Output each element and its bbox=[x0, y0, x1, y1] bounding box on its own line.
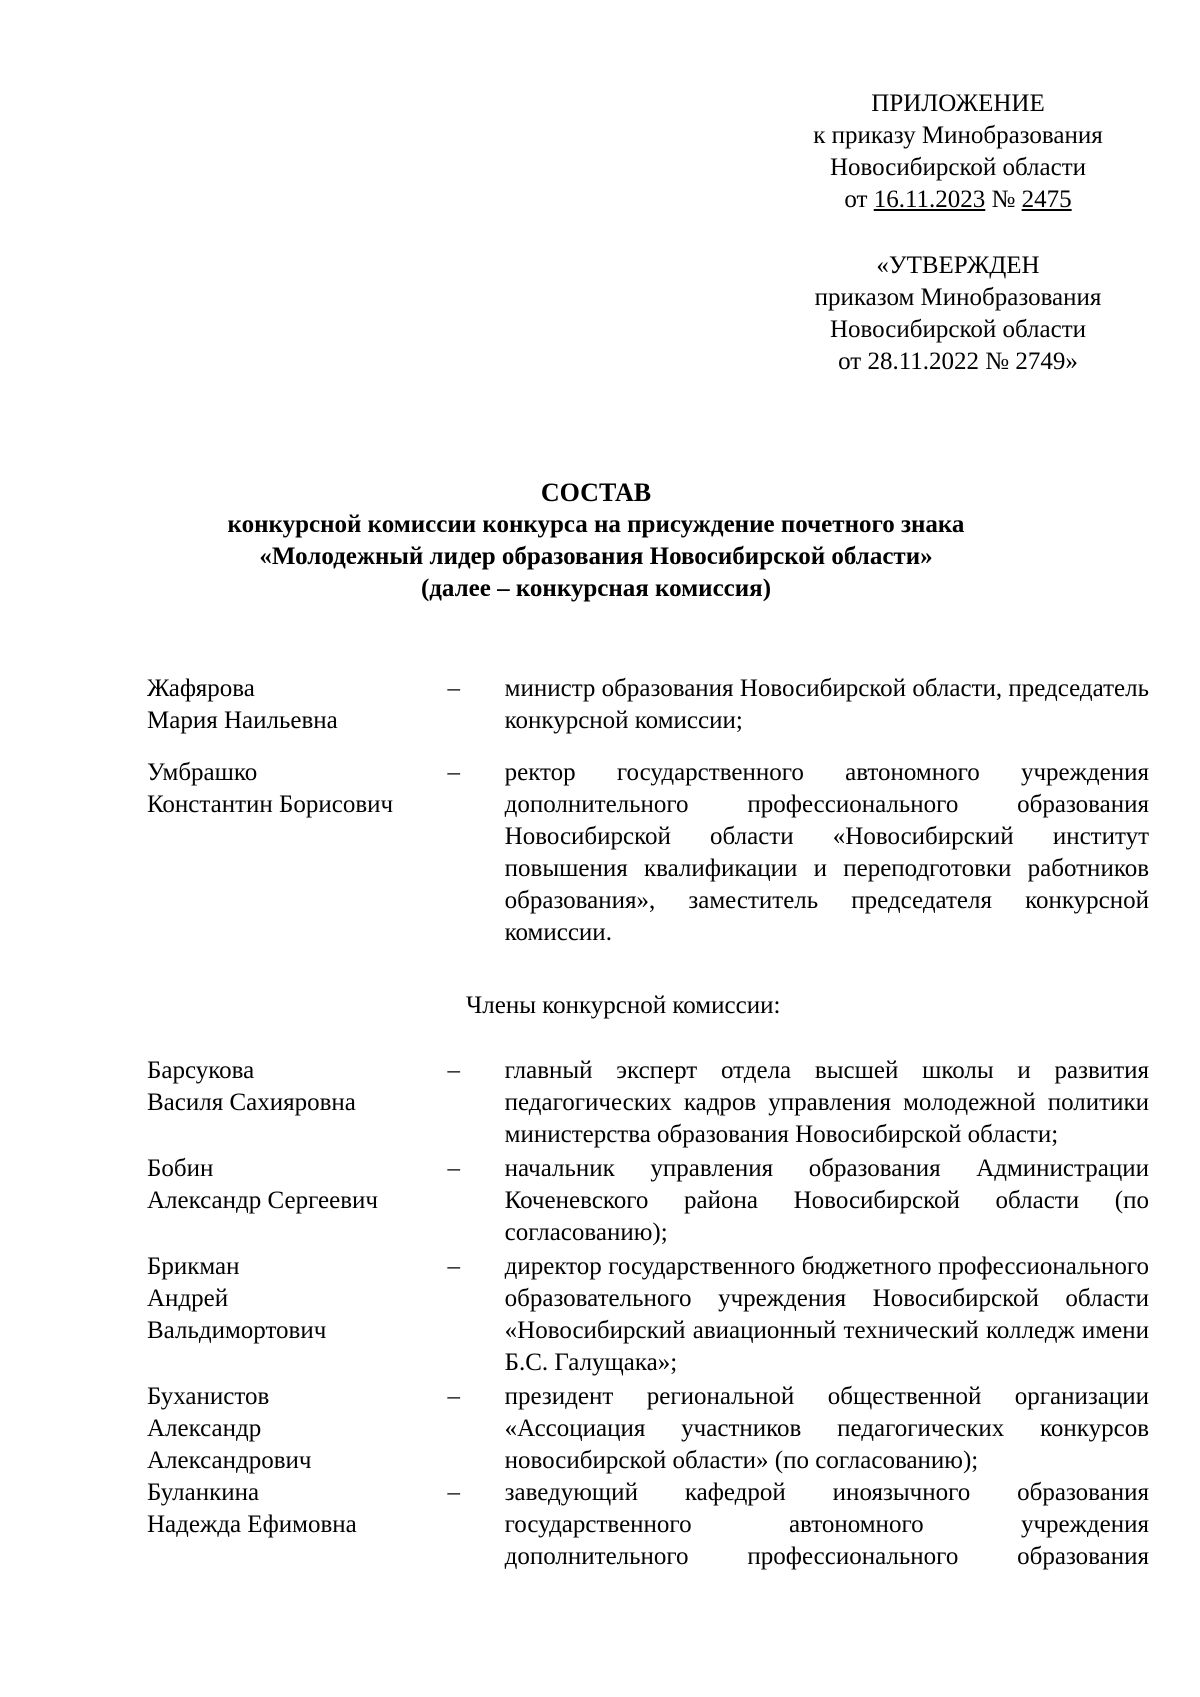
order-number: 2475 bbox=[1021, 186, 1072, 213]
approved-line-3: Новосибирской области bbox=[829, 316, 1087, 343]
dash-separator: – bbox=[447, 675, 460, 702]
list-item bbox=[147, 673, 1149, 737]
member-role: начальник управления образования Администрации Коченевского района Новосибирской области (по согласованию); bbox=[504, 1155, 1149, 1246]
members-list bbox=[147, 1055, 1149, 1573]
document-heading bbox=[0, 477, 1192, 605]
appendix-title: ПРИЛОЖЕНИЕ bbox=[871, 90, 1045, 117]
list-item bbox=[147, 1055, 1149, 1151]
appendix-line-3: Новосибирской области bbox=[829, 154, 1087, 181]
heading-line-1: СОСТАВ bbox=[540, 478, 652, 507]
dash-separator: – bbox=[447, 759, 460, 786]
dash-separator: – bbox=[447, 1155, 460, 1182]
from-prefix: от bbox=[844, 186, 868, 213]
member-role: министр образования Новосибирской области, председатель конкурсной комиссии; bbox=[504, 675, 1149, 734]
heading-line-2: конкурсной комиссии конкурса на присуждение почетного знака bbox=[227, 511, 965, 538]
member-role: директор государственного бюджетного профессионального образовательного учреждения Новосибирской области «Новосибирский авиационный технический колледж имени Б.С. Галущака»; bbox=[504, 1253, 1149, 1376]
member-name: Барсукова Василя Сахияровна bbox=[147, 1057, 356, 1116]
appendix-order-ref bbox=[658, 184, 1200, 216]
member-name: Буханистов Александр Александрович bbox=[147, 1383, 312, 1474]
list-item bbox=[147, 1251, 1149, 1379]
dash-separator: – bbox=[447, 1479, 460, 1506]
member-name: Брикман Андрей Вальдимортович bbox=[147, 1253, 327, 1344]
dash-separator: – bbox=[447, 1383, 460, 1410]
members-section-label: Члены конкурсной комиссии: bbox=[466, 992, 781, 1019]
list-item bbox=[147, 1153, 1149, 1249]
member-role: президент региональной общественной организации «Ассоциация участников педагогических конкурсов новосибирской области» (по согласованию); bbox=[504, 1383, 1149, 1474]
list-item bbox=[147, 757, 1149, 949]
member-name: Буланкина Надежда Ефимовна bbox=[147, 1479, 357, 1538]
list-item bbox=[147, 1381, 1149, 1477]
member-name: Умбрашко Константин Борисович bbox=[147, 759, 394, 818]
member-name: Бобин Александр Сергеевич bbox=[147, 1155, 378, 1214]
appendix-line-2: к приказу Минобразования bbox=[813, 122, 1103, 149]
approved-line-4: от 28.11.2022 № 2749» bbox=[838, 348, 1078, 375]
member-role: заведующий кафедрой иноязычного образования государственного автономного учреждения дополнительного профессионального образования bbox=[504, 1479, 1149, 1570]
member-role: ректор государственного автономного учреждения дополнительного профессионального образования Новосибирской области «Новосибирский институт повышения квалификации и переподготовки работников образования», заместитель председателя конкурсной комиссии. bbox=[504, 759, 1149, 946]
leadership-list bbox=[147, 673, 1149, 949]
list-item bbox=[147, 1477, 1149, 1573]
number-sign: № bbox=[991, 186, 1016, 213]
appendix-block bbox=[0, 88, 1200, 378]
heading-line-3: «Молодежный лидер образования Новосибирской области» bbox=[259, 543, 933, 570]
approved-line-2: приказом Минобразования bbox=[814, 284, 1102, 311]
dash-separator: – bbox=[447, 1057, 460, 1084]
member-name: Жафярова Мария Наильевна bbox=[147, 675, 338, 734]
heading-line-4: (далее – конкурсная комиссия) bbox=[420, 575, 772, 602]
order-date: 16.11.2023 bbox=[873, 186, 986, 213]
dash-separator: – bbox=[447, 1253, 460, 1280]
approved-title: «УТВЕРЖДЕН bbox=[876, 252, 1040, 279]
member-role: главный эксперт отдела высшей школы и развития педагогических кадров управления молодежной политики министерства образования Новосибирской области; bbox=[504, 1057, 1149, 1148]
